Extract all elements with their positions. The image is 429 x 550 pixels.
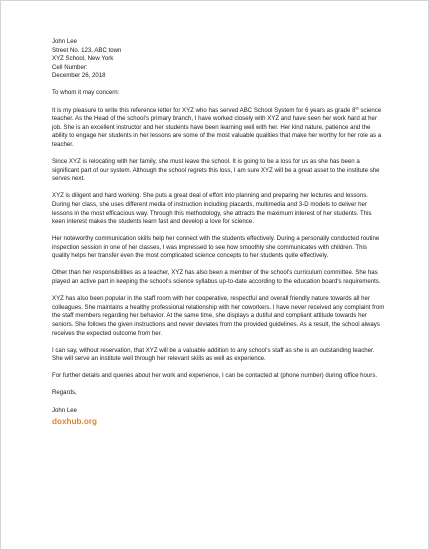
paragraph-1-text-end: science teacher. As the Head of the school's primary branch, I have worked closely with XYZ and have seen her work hard at her job. She is an excellent instructor and her students have been learning well with her. Her kind nature, patience and the ability to engage her students in her lessons are some of the most valuable qualities that make her worthy for her role as a teacher.: [52, 106, 382, 148]
paragraph-6: XYZ has also been popular in the staff room with her cooperative, respectful and overall friendly nature towards all her colleagues. She maintains a healthy professional relationship with her coworkers. I have never received any complaint from the staff members regarding her behavior. At the same time, she displays a dutiful and compliant attitude towards her seniors. She follows the given instructions and never deviates from the provided guidelines. As a result, the school always receives the expected outcome from her.: [52, 295, 385, 337]
sender-street: Street No. 123, ABC town: [52, 46, 122, 54]
brand-watermark: doxhub.org: [52, 416, 98, 426]
sender-cell: Cell Number:: [52, 63, 88, 71]
sender-name: John Lee: [52, 38, 78, 45]
paragraph-7: I can say, without reservation, that XYZ will be a valuable addition to any school's staff as she is an outstanding teacher. She will serve an institute well through her relevant skills as well as experience.: [52, 346, 375, 363]
sender-city: XYZ School, New York: [52, 55, 114, 63]
letter-body: [52, 38, 386, 427]
salutation: To whom it may concern:: [52, 89, 120, 97]
closing: Regards,: [52, 389, 77, 397]
ordinal-superscript: th: [355, 105, 359, 111]
paragraph-2: Since XYZ is relocating with her family, she must leave the school. It is going to be a loss for us as she has been a significant part of our system. Although the school regrets this loss, I am sure XYZ will be a great asset to the institute she serves next.: [52, 158, 380, 183]
paragraph-5: Other than her responsibilities as a teacher, XYZ has also been a member of the school's curriculum committee. She has played an active part in keeping the school's science syllabus up-to-date according to the education board's requirements.: [52, 269, 381, 286]
paragraph-1-text-start: It is my pleasure to write this reference letter for XYZ who has served ABC School System for 6 years as grade 8: [52, 106, 356, 114]
paragraph-8: For further details and queries about her work and experience, I can be contacted at (phone number) during office hours.: [52, 372, 378, 380]
signature-name: John Lee: [52, 406, 78, 414]
sender-block: [52, 38, 386, 81]
letter-date: December 26, 2018: [52, 72, 106, 80]
paragraph-4: Her noteworthy communication skills help her connect with the students effectively. During a personally conducted routine inspection session in one of her classes, I was impressed to see how smoothly she communicates with children. This quality helps her transfer even the most complicated science concepts to her students quite effectively.: [52, 235, 380, 260]
paragraph-3: XYZ is diligent and hard working. She puts a great deal of effort into planning and preparing her lectures and lessons. During her class, she uses different media of instruction including placards, multimedia and 3-D models to deliver her lessons in the most efficacious way. Through this methodology, she attracts the maximum interest of her students. This keen interest makes the students learn fast and develop a love for science.: [52, 192, 372, 226]
paragraph-1: [52, 107, 386, 150]
